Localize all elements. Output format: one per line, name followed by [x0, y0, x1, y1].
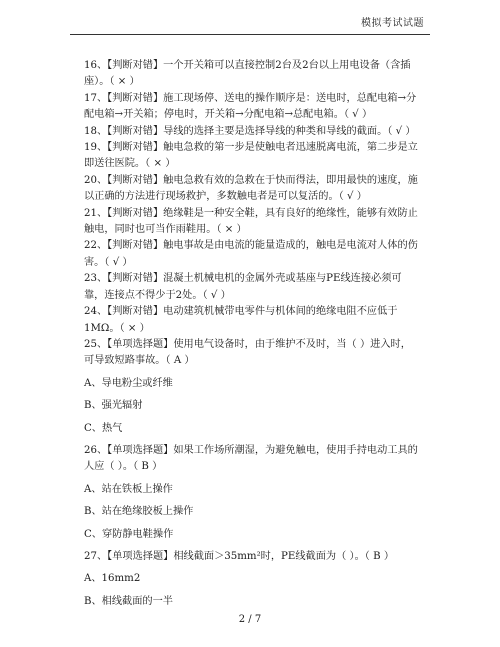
question-26-option-a: A、站在铁板上操作 [84, 483, 173, 495]
question-17: 17、【判断对错】施工现场停、送电的操作顺序是：送电时，总配电箱→分配电箱→开关箱；停电时，开关箱→分配电箱→总配电箱。（ √ ） [84, 92, 417, 121]
question-27-option-b: B、相线截面的一半 [84, 595, 173, 607]
question-24: 24、【判断对错】电动建筑机械带电零件与机体间的绝缘电阻不应低于1MΩ。（ × ） [84, 306, 398, 334]
question-26-option-b: B、站在绝缘胶板上操作 [84, 506, 194, 518]
question-27: 27、【单项选择题】相线截面＞35mm²时，PE线截面为（ ）。（ B ） [84, 550, 395, 562]
question-20: 20、【判断对错】触电急救有效的急救在于快而得法，即用最快的速度，施以正确的方法进行现场救护，多数触电者是可以复活的。（ √ ） [84, 174, 418, 203]
question-21: 21、【判断对错】绝缘鞋是一种安全鞋，具有良好的绝缘性，能够有效防止触电，同时也可当作雨鞋用。（ × ） [84, 207, 418, 236]
page-number: 2 / 7 [238, 614, 262, 625]
question-18: 18、【判断对错】导线的选择主要是选择导线的种类和导线的截面。（ √ ） [84, 125, 416, 137]
question-25: 25、【单项选择题】使用电气设备时，由于维护不及时，当（ ）进入时，可导致短路事故。（ A ） [84, 338, 411, 367]
question-26: 26、【单项选择题】如果工作场所潮湿，为避免触电，使用手持电动工具的人应（ ）。（ B ） [84, 444, 418, 473]
question-25-option-b: B、强光辐射 [84, 400, 143, 412]
question-22: 22、【判断对错】触电事故是由电流的能量造成的，触电是电流对人体的伤害。（ √ ） [84, 240, 418, 268]
question-16: 16、【判断对错】一个开关箱可以直接控制2台及2台以上用电设备（含插座）。（ × ） [84, 60, 411, 88]
question-19: 19、【判断对错】触电急救的第一步是使触电者迅速脱离电流，第二步是立即送往医院。（ × ） [84, 142, 418, 170]
question-25-option-a: A、导电粉尘或纤维 [84, 377, 173, 389]
header-divider [70, 34, 430, 35]
question-25-option-c: C、热气 [84, 422, 123, 434]
question-26-option-c: C、穿防静电鞋操作 [84, 528, 174, 540]
header-title: 模拟考试试题 [361, 18, 424, 29]
question-27-option-a: A、16mm2 [84, 573, 141, 585]
question-list [84, 58, 420, 616]
question-23: 23、【判断对错】混凝土机械电机的金属外壳或基座与PE线连接必须可靠，连接点不得少于2处。（ √ ） [84, 273, 402, 301]
